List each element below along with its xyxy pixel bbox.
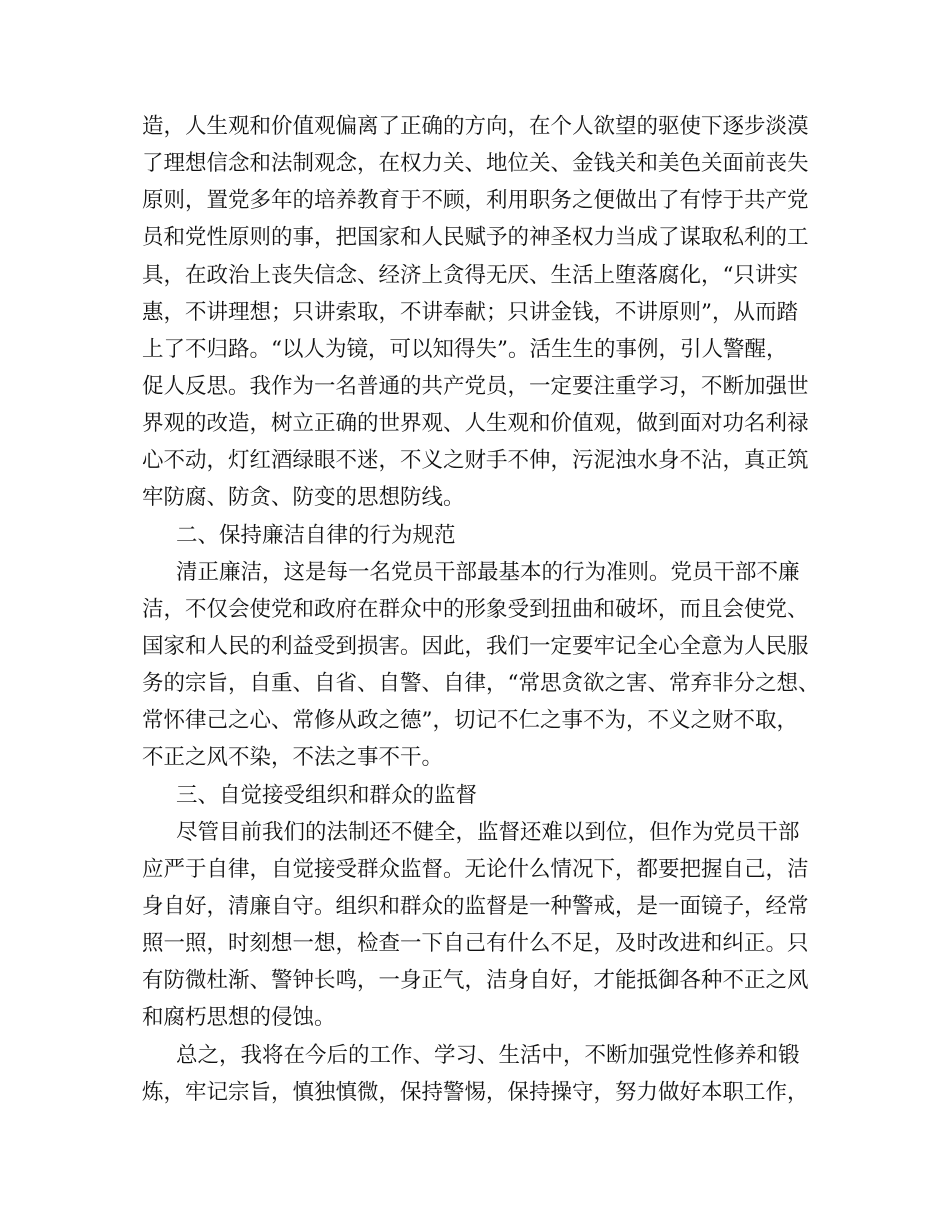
text-line: 了理想信念和法制观念，在权力关、地位关、金钱关和美色关面前丧失 — [142, 151, 809, 177]
text-line: 尽管目前我们的法制还不健全，监督还难以到位，但作为党员干部 — [176, 819, 800, 845]
text-line: 惠，不讲理想；只讲索取，不讲奉献；只讲金钱，不讲原则”，从而踏 — [142, 299, 798, 325]
text-line: 洁，不仅会使党和政府在群众中的形象受到扭曲和破坏，而且会使党、 — [142, 596, 809, 622]
text-line: 照一照，时刻想一想，检查一下自己有什么不足，及时改进和纠正。只 — [142, 931, 809, 957]
text-line: 三、自觉接受组织和群众的监督 — [176, 782, 478, 808]
text-line: 应严于自律，自觉接受群众监督。无论什么情况下，都要把握自己，洁 — [142, 856, 809, 882]
text-line: 促人反思。我作为一名普通的共产党员，一定要注重学习，不断加强世 — [142, 373, 809, 399]
text-line: 不正之风不染，不法之事不干。 — [142, 745, 444, 771]
text-line: 和腐朽思想的侵蚀。 — [142, 1005, 336, 1031]
text-line: 务的宗旨，自重、自省、自警、自律，“常思贪欲之害、常弃非分之想、 — [142, 671, 820, 697]
text-line: 国家和人民的利益受到损害。因此，我们一定要牢记全心全意为人民服 — [142, 633, 809, 659]
text-line: 常怀律己之心、常修从政之德”，切记不仁之事不为，不义之财不取， — [142, 708, 798, 734]
text-line: 清正廉洁，这是每一名党员干部最基本的行为准则。党员干部不廉 — [176, 559, 800, 585]
text-line: 炼，牢记宗旨，慎独慎微，保持警惕，保持操守，努力做好本职工作， — [142, 1079, 809, 1105]
body-text — [142, 108, 842, 1111]
text-line: 心不动，灯红酒绿眼不迷，不义之财手不伸，污泥浊水身不沾，真正筑 — [142, 448, 809, 474]
text-line: 总之，我将在今后的工作、学习、生活中，不断加强党性修养和锻 — [176, 1042, 800, 1068]
text-line: 员和党性原则的事，把国家和人民赋予的神圣权力当成了谋取私利的工 — [142, 225, 809, 251]
text-line: 界观的改造，树立正确的世界观、人生观和价值观，做到面对功名利禄 — [142, 411, 809, 437]
text-line: 二、保持廉洁自律的行为规范 — [176, 522, 456, 548]
text-line: 身自好，清廉自守。组织和群众的监督是一种警戒，是一面镜子，经常 — [142, 893, 809, 919]
text-line: 原则，置党多年的培养教育于不顾，利用职务之便做出了有悖于共产党 — [142, 188, 809, 214]
text-line: 造，人生观和价值观偏离了正确的方向，在个人欲望的驱使下逐步淡漠 — [142, 114, 809, 139]
text-line: 牢防腐、防贪、防变的思想防线。 — [142, 485, 465, 511]
text-line: 具，在政治上丧失信念、经济上贪得无厌、生活上堕落腐化，“只讲实 — [142, 262, 798, 288]
text-line: 上了不归路。“以人为镜，可以知得失”。活生生的事例，引人警醒， — [142, 336, 788, 362]
text-line: 有防微杜渐、警钟长鸣，一身正气，洁身自好，才能抵御各种不正之风 — [142, 968, 809, 994]
